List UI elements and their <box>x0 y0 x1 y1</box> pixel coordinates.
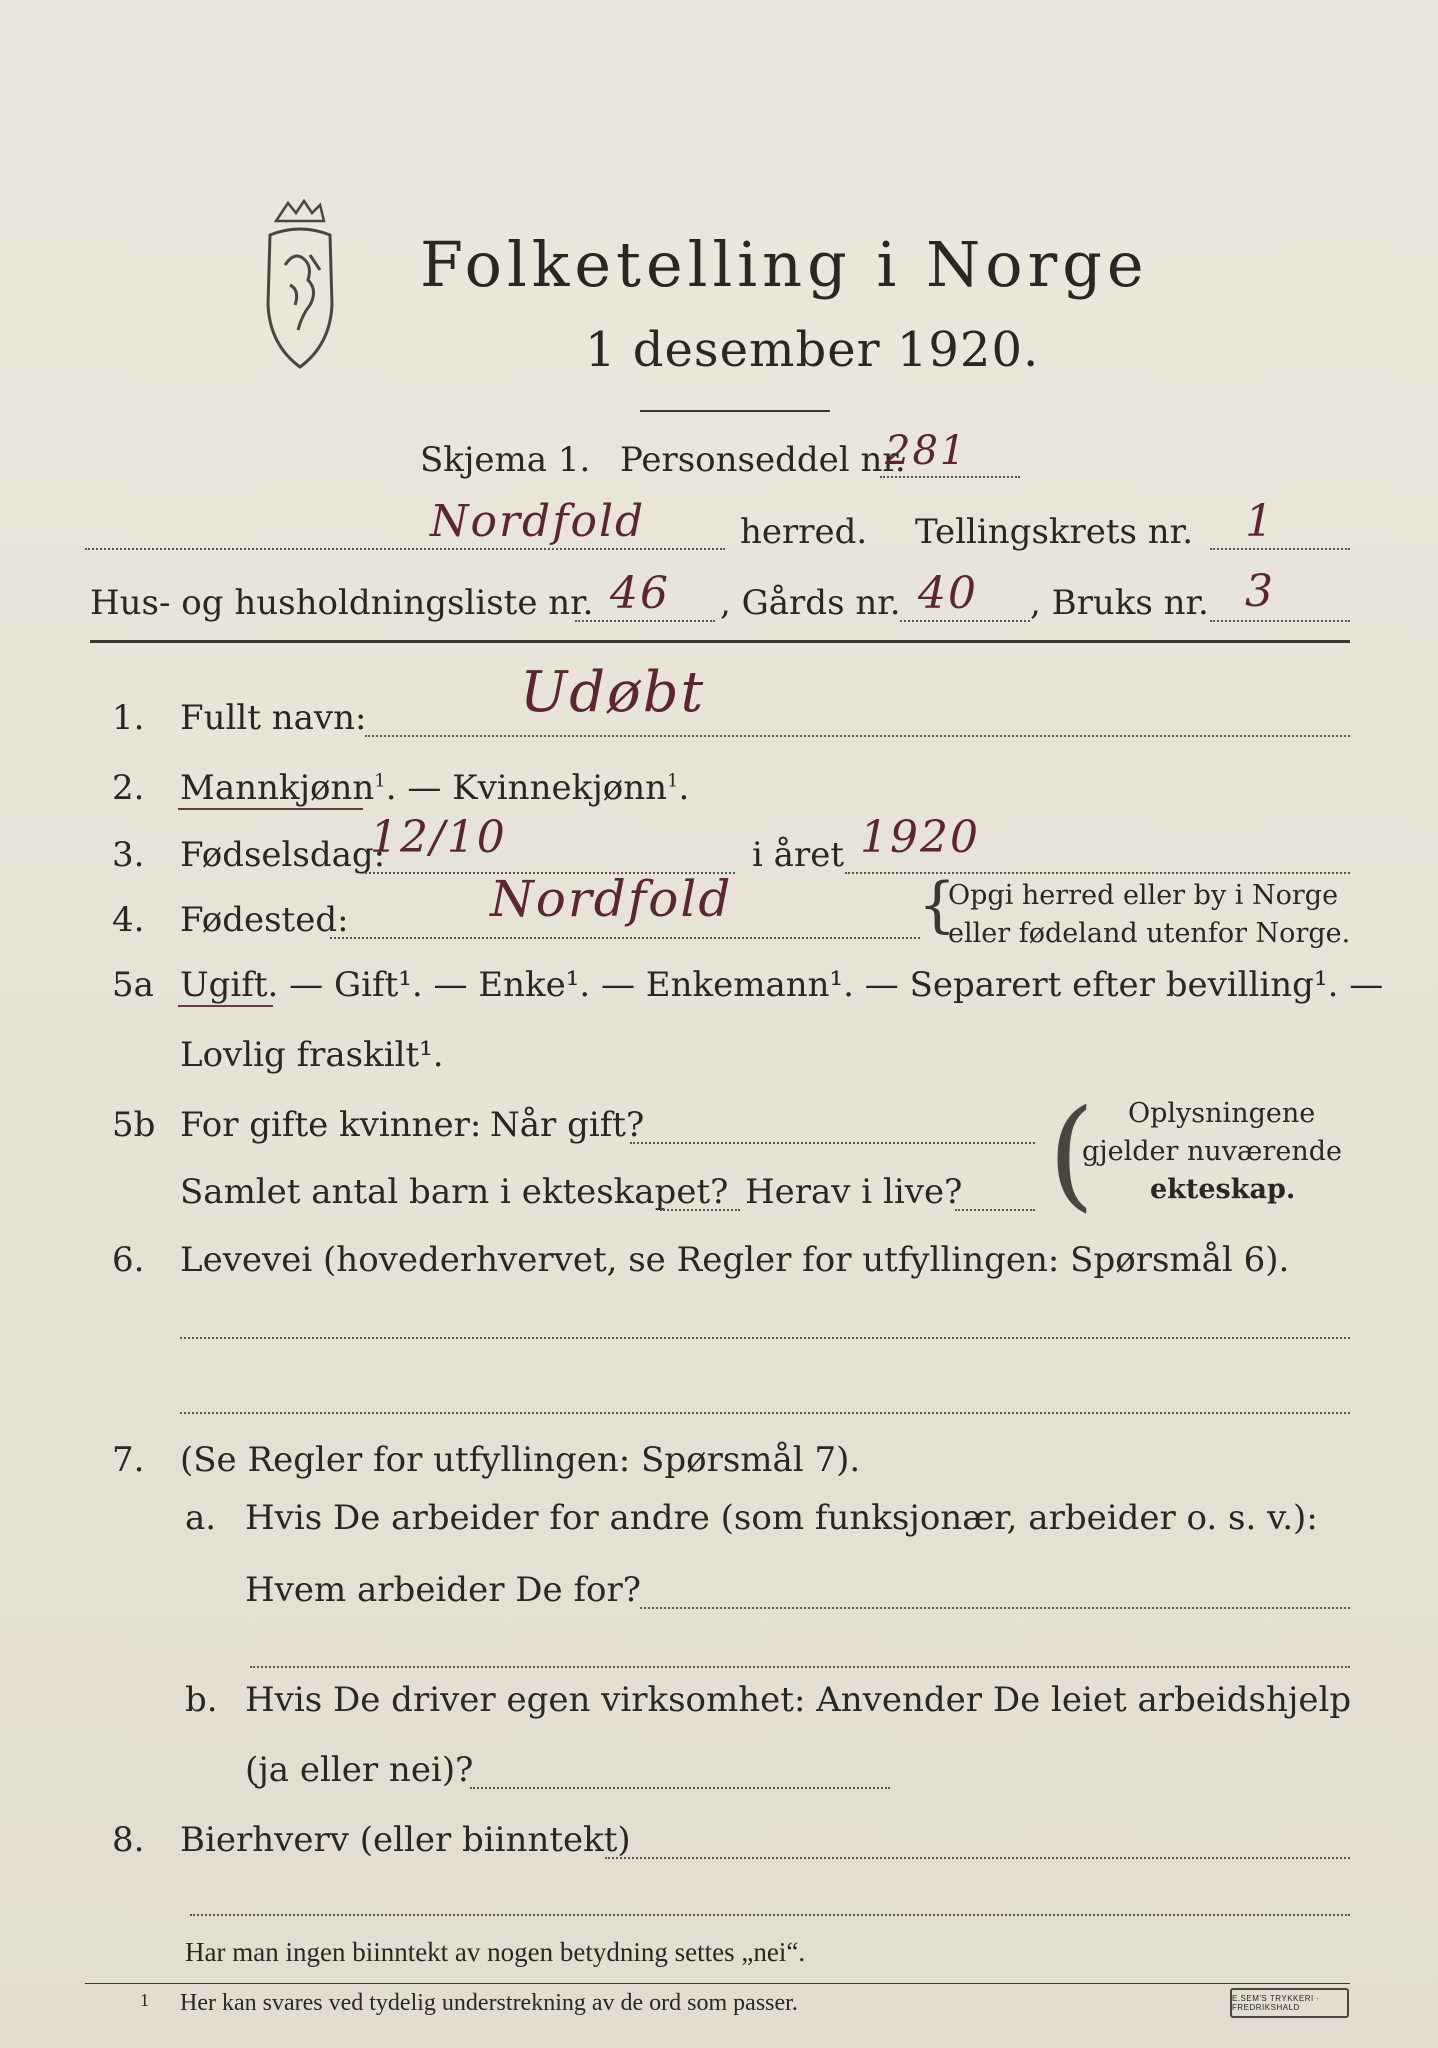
q7b-line <box>470 1787 890 1789</box>
q5b-note-1: Oplysningene <box>1128 1098 1316 1129</box>
herred-label: herred. <box>740 512 868 552</box>
q4-label: Fødested: <box>180 900 349 940</box>
personseddel-value: 281 <box>885 428 968 474</box>
q2-end: . <box>678 768 690 808</box>
q8-label: Bierhverv (eller biinntekt) <box>180 1820 631 1860</box>
form-title: Folketelling i Norge <box>420 228 1149 301</box>
q8-number: 8. <box>112 1820 145 1860</box>
header-divider <box>90 640 1350 643</box>
q6-line-1 <box>180 1337 1350 1339</box>
tellingskrets-value: 1 <box>1245 496 1275 547</box>
q4-value: Nordfold <box>490 870 733 928</box>
q8-line-2 <box>190 1914 1350 1916</box>
gards-label: , Gårds nr. <box>720 583 901 623</box>
printer-mark <box>1230 1988 1349 2018</box>
q6-line-2 <box>180 1412 1350 1414</box>
gards-value: 40 <box>918 568 978 619</box>
q5a-options-rest: . — Gift¹. — Enke¹. — Enkemann¹. — Separert efter bevilling¹. — <box>267 965 1384 1005</box>
q2-mannkjonn-underline <box>178 808 363 810</box>
q7b-text: Hvis De driver egen virksomhet: Anvender De leiet arbeidshjelp <box>245 1680 1352 1720</box>
q2-footnote-mark-1: 1 <box>374 770 386 792</box>
q5b-note-2: gjelder nuværende <box>1082 1136 1342 1167</box>
husholdning-label: Hus- og husholdningsliste nr. <box>90 583 594 623</box>
q5b-naar-gift: Når gift? <box>490 1105 645 1145</box>
q1-value: Udøbt <box>520 660 706 725</box>
q7a-text: Hvis De arbeider for andre (som funksjonær, arbeider o. s. v.): <box>245 1498 1318 1538</box>
herred-value: Nordfold <box>430 496 646 547</box>
q5a-number: 5a <box>112 965 154 1005</box>
q7a-question: Hvem arbeider De for? <box>245 1570 641 1610</box>
q2-number: 2. <box>112 768 145 808</box>
personseddel-label: Personseddel nr. <box>620 440 906 480</box>
q5b-note-3: ekteskap. <box>1150 1174 1296 1205</box>
q4-note-1: Opgi herred eller by i Norge <box>948 880 1339 911</box>
q4-note-2: eller fødeland utenfor Norge. <box>948 918 1351 949</box>
q5b-label: For gifte kvinner: <box>180 1105 482 1145</box>
footer-rule <box>85 1983 1350 1984</box>
personseddel-line <box>880 476 1020 478</box>
q5a-ugift-underline <box>178 1005 273 1007</box>
q5a-ugift[interactable]: Ugift <box>180 965 268 1005</box>
footnote-text: Her kan svares ved tydelig understrekning av de ord som passer. <box>180 1990 798 2016</box>
q3-label: Fødselsdag: <box>180 835 386 875</box>
form-date: 1 desember 1920. <box>585 322 1040 378</box>
skjema-label: Skjema 1. <box>420 440 591 480</box>
q8-line-1 <box>605 1857 1350 1859</box>
gards-line <box>900 620 1030 622</box>
q1-line <box>365 735 1350 737</box>
q3-year-value: 1920 <box>860 812 980 863</box>
coat-of-arms-icon <box>250 195 350 375</box>
q3-value: 12/10 <box>370 812 507 863</box>
q5b-samlet: Samlet antal barn i ekteskapet? <box>180 1172 729 1212</box>
q6-number: 6. <box>112 1240 145 1280</box>
bruks-label: , Bruks nr. <box>1030 583 1209 623</box>
q5a-line2: Lovlig fraskilt¹. <box>180 1035 444 1075</box>
q1-number: 1. <box>112 698 145 738</box>
q6-label: Levevei (hovederhvervet, se Regler for utfyllingen: Spørsmål 6). <box>180 1240 1290 1280</box>
q7a-line-2 <box>250 1666 1350 1668</box>
q2-kvinnekjonn[interactable]: Kvinnekjønn <box>452 768 667 808</box>
q4-brace: { <box>918 870 957 940</box>
q2-mannkjonn[interactable]: Mannkjønn <box>180 768 375 808</box>
q5b-naar-gift-line <box>630 1142 1035 1144</box>
footnote-number: 1 <box>140 1990 149 2010</box>
tellingskrets-line <box>1210 548 1350 550</box>
q4-number: 4. <box>112 900 145 940</box>
q5b-herav: Herav i live? <box>745 1172 963 1212</box>
bruks-line <box>1210 620 1350 622</box>
footer-note: Har man ingen biinntekt av nogen betydning settes „nei“. <box>185 1937 806 1967</box>
bruks-value: 3 <box>1245 566 1275 617</box>
q2-footnote-mark-2: 1 <box>667 770 679 792</box>
herred-line <box>85 548 725 550</box>
q2-separator: . — <box>385 768 453 808</box>
q5b-number: 5b <box>112 1105 156 1145</box>
husholdning-value: 46 <box>610 568 670 619</box>
q4-line <box>330 937 920 939</box>
husholdning-line <box>575 620 715 622</box>
q7-number: 7. <box>112 1440 145 1480</box>
q5b-herav-line <box>955 1209 1035 1211</box>
title-rule <box>640 410 830 412</box>
q5b-samlet-line <box>660 1209 740 1211</box>
q3-number: 3. <box>112 835 145 875</box>
q1-label: Fullt navn: <box>180 698 367 738</box>
q2-options <box>180 768 689 808</box>
printer-mark-text: E.SEM'S TRYKKERI · FREDRIKSHALD <box>1232 1994 1320 2012</box>
q7-label: (Se Regler for utfyllingen: Spørsmål 7). <box>180 1440 861 1480</box>
q7a-number: a. <box>185 1498 217 1538</box>
q7a-line-1 <box>640 1607 1350 1609</box>
q7b-number: b. <box>185 1680 218 1720</box>
q7b-question: (ja eller nei)? <box>245 1750 474 1790</box>
q5a-options <box>180 965 1383 1005</box>
q3-year-label: i året <box>752 835 844 875</box>
tellingskrets-label: Tellingskrets nr. <box>915 512 1194 552</box>
q5b-brace: ( <box>1048 1085 1095 1224</box>
